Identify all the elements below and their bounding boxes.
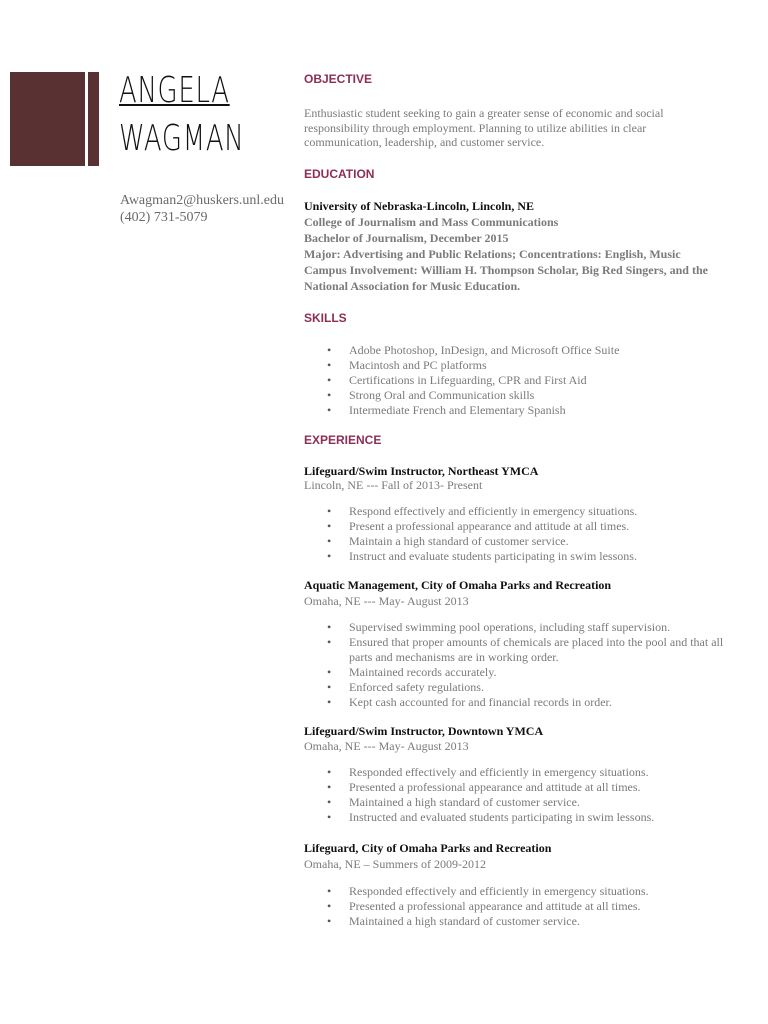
skill-item: • Intermediate French and Elementary Spanish (327, 403, 724, 418)
skill-item: • Macintosh and PC platforms (327, 358, 724, 373)
job-duty: • Instructed and evaluated students participating in swim lessons. (327, 810, 724, 825)
resume-body (304, 72, 724, 929)
skills-list (304, 343, 724, 418)
job-duty: • Instruct and evaluate students participating in swim lessons. (327, 549, 724, 564)
first-name: ANGELA (119, 70, 230, 111)
job-duty: • Respond effectively and efficiently in emergency situations. (327, 504, 724, 519)
job-duties (304, 765, 724, 825)
job-title: Lifeguard, City of Omaha Parks and Recreation (304, 840, 552, 855)
job-duty: • Present a professional appearance and attitude at all times. (327, 519, 724, 534)
job-location: Omaha, NE – Summers of 2009-2012 (304, 856, 486, 871)
job-title: Aquatic Management, City of Omaha Parks and Recreation (304, 577, 612, 592)
education-line: Major: Advertising and Public Relations; Concentrations: English, Music (304, 246, 681, 261)
job-duty: • Presented a professional appearance and attitude at all times. (327, 899, 724, 914)
job-title: Lifeguard/Swim Instructor, Northeast YMCA (304, 463, 539, 478)
job-duty: • Ensured that proper amounts of chemicals are placed into the pool and that all parts and mechanisms are in working order. (327, 635, 724, 665)
job-duty: • Responded effectively and efficiently in emergency situations. (327, 765, 724, 780)
job-duty: • Maintain a high standard of customer service. (327, 534, 724, 549)
job-duty: • Kept cash accounted for and financial records in order. (327, 695, 724, 710)
decorative-block (10, 72, 85, 166)
education-school: University of Nebraska-Lincoln, Lincoln, NE (304, 198, 535, 213)
education-heading: EDUCATION (304, 166, 375, 181)
education-line: College of Journalism and Mass Communications (304, 214, 559, 229)
last-name: WAGMAN (119, 118, 245, 159)
job-location: Omaha, NE --- May- August 2013 (304, 738, 469, 753)
education-line: Bachelor of Journalism, December 2015 (304, 230, 509, 245)
job-duty: • Responded effectively and efficiently in emergency situations. (327, 884, 724, 899)
job-duty: • Maintained records accurately. (327, 665, 724, 680)
job-duties (304, 884, 724, 929)
experience-heading: EXPERIENCE (304, 432, 382, 447)
job-duty: • Maintained a high standard of customer service. (327, 795, 724, 810)
decorative-bar (88, 72, 99, 166)
phone-number: (402) 731-5079 (120, 210, 208, 225)
job-location: Omaha, NE --- May- August 2013 (304, 593, 469, 608)
job-duty: • Maintained a high standard of customer service. (327, 914, 724, 929)
job-title: Lifeguard/Swim Instructor, Downtown YMCA (304, 723, 544, 738)
job-duty: • Presented a professional appearance and attitude at all times. (327, 780, 724, 795)
skill-item: • Certifications in Lifeguarding, CPR and First Aid (327, 373, 724, 388)
skill-item: • Adobe Photoshop, InDesign, and Microsoft Office Suite (327, 343, 724, 358)
job-location: Lincoln, NE --- Fall of 2013- Present (304, 478, 483, 492)
job-duty: • Supervised swimming pool operations, including staff supervision. (327, 620, 724, 635)
job-duties (304, 504, 724, 564)
contact-info (120, 192, 284, 226)
job-duty: • Enforced safety regulations. (327, 680, 724, 695)
job-duties (304, 620, 724, 710)
education-line: Campus Involvement: William H. Thompson Scholar, Big Red Singers, and the National Association for Music Education. (304, 262, 708, 293)
skill-item: • Strong Oral and Communication skills (327, 388, 724, 403)
objective-heading: OBJECTIVE (304, 72, 373, 86)
skills-heading: SKILLS (304, 310, 347, 325)
objective-text: Enthusiastic student seeking to gain a greater sense of economic and social responsibility through employment. Planning to utilize abilities in clear communication, leadership, and customer service. (304, 106, 664, 149)
email-link[interactable]: Awagman2@huskers.unl.edu (120, 193, 285, 208)
